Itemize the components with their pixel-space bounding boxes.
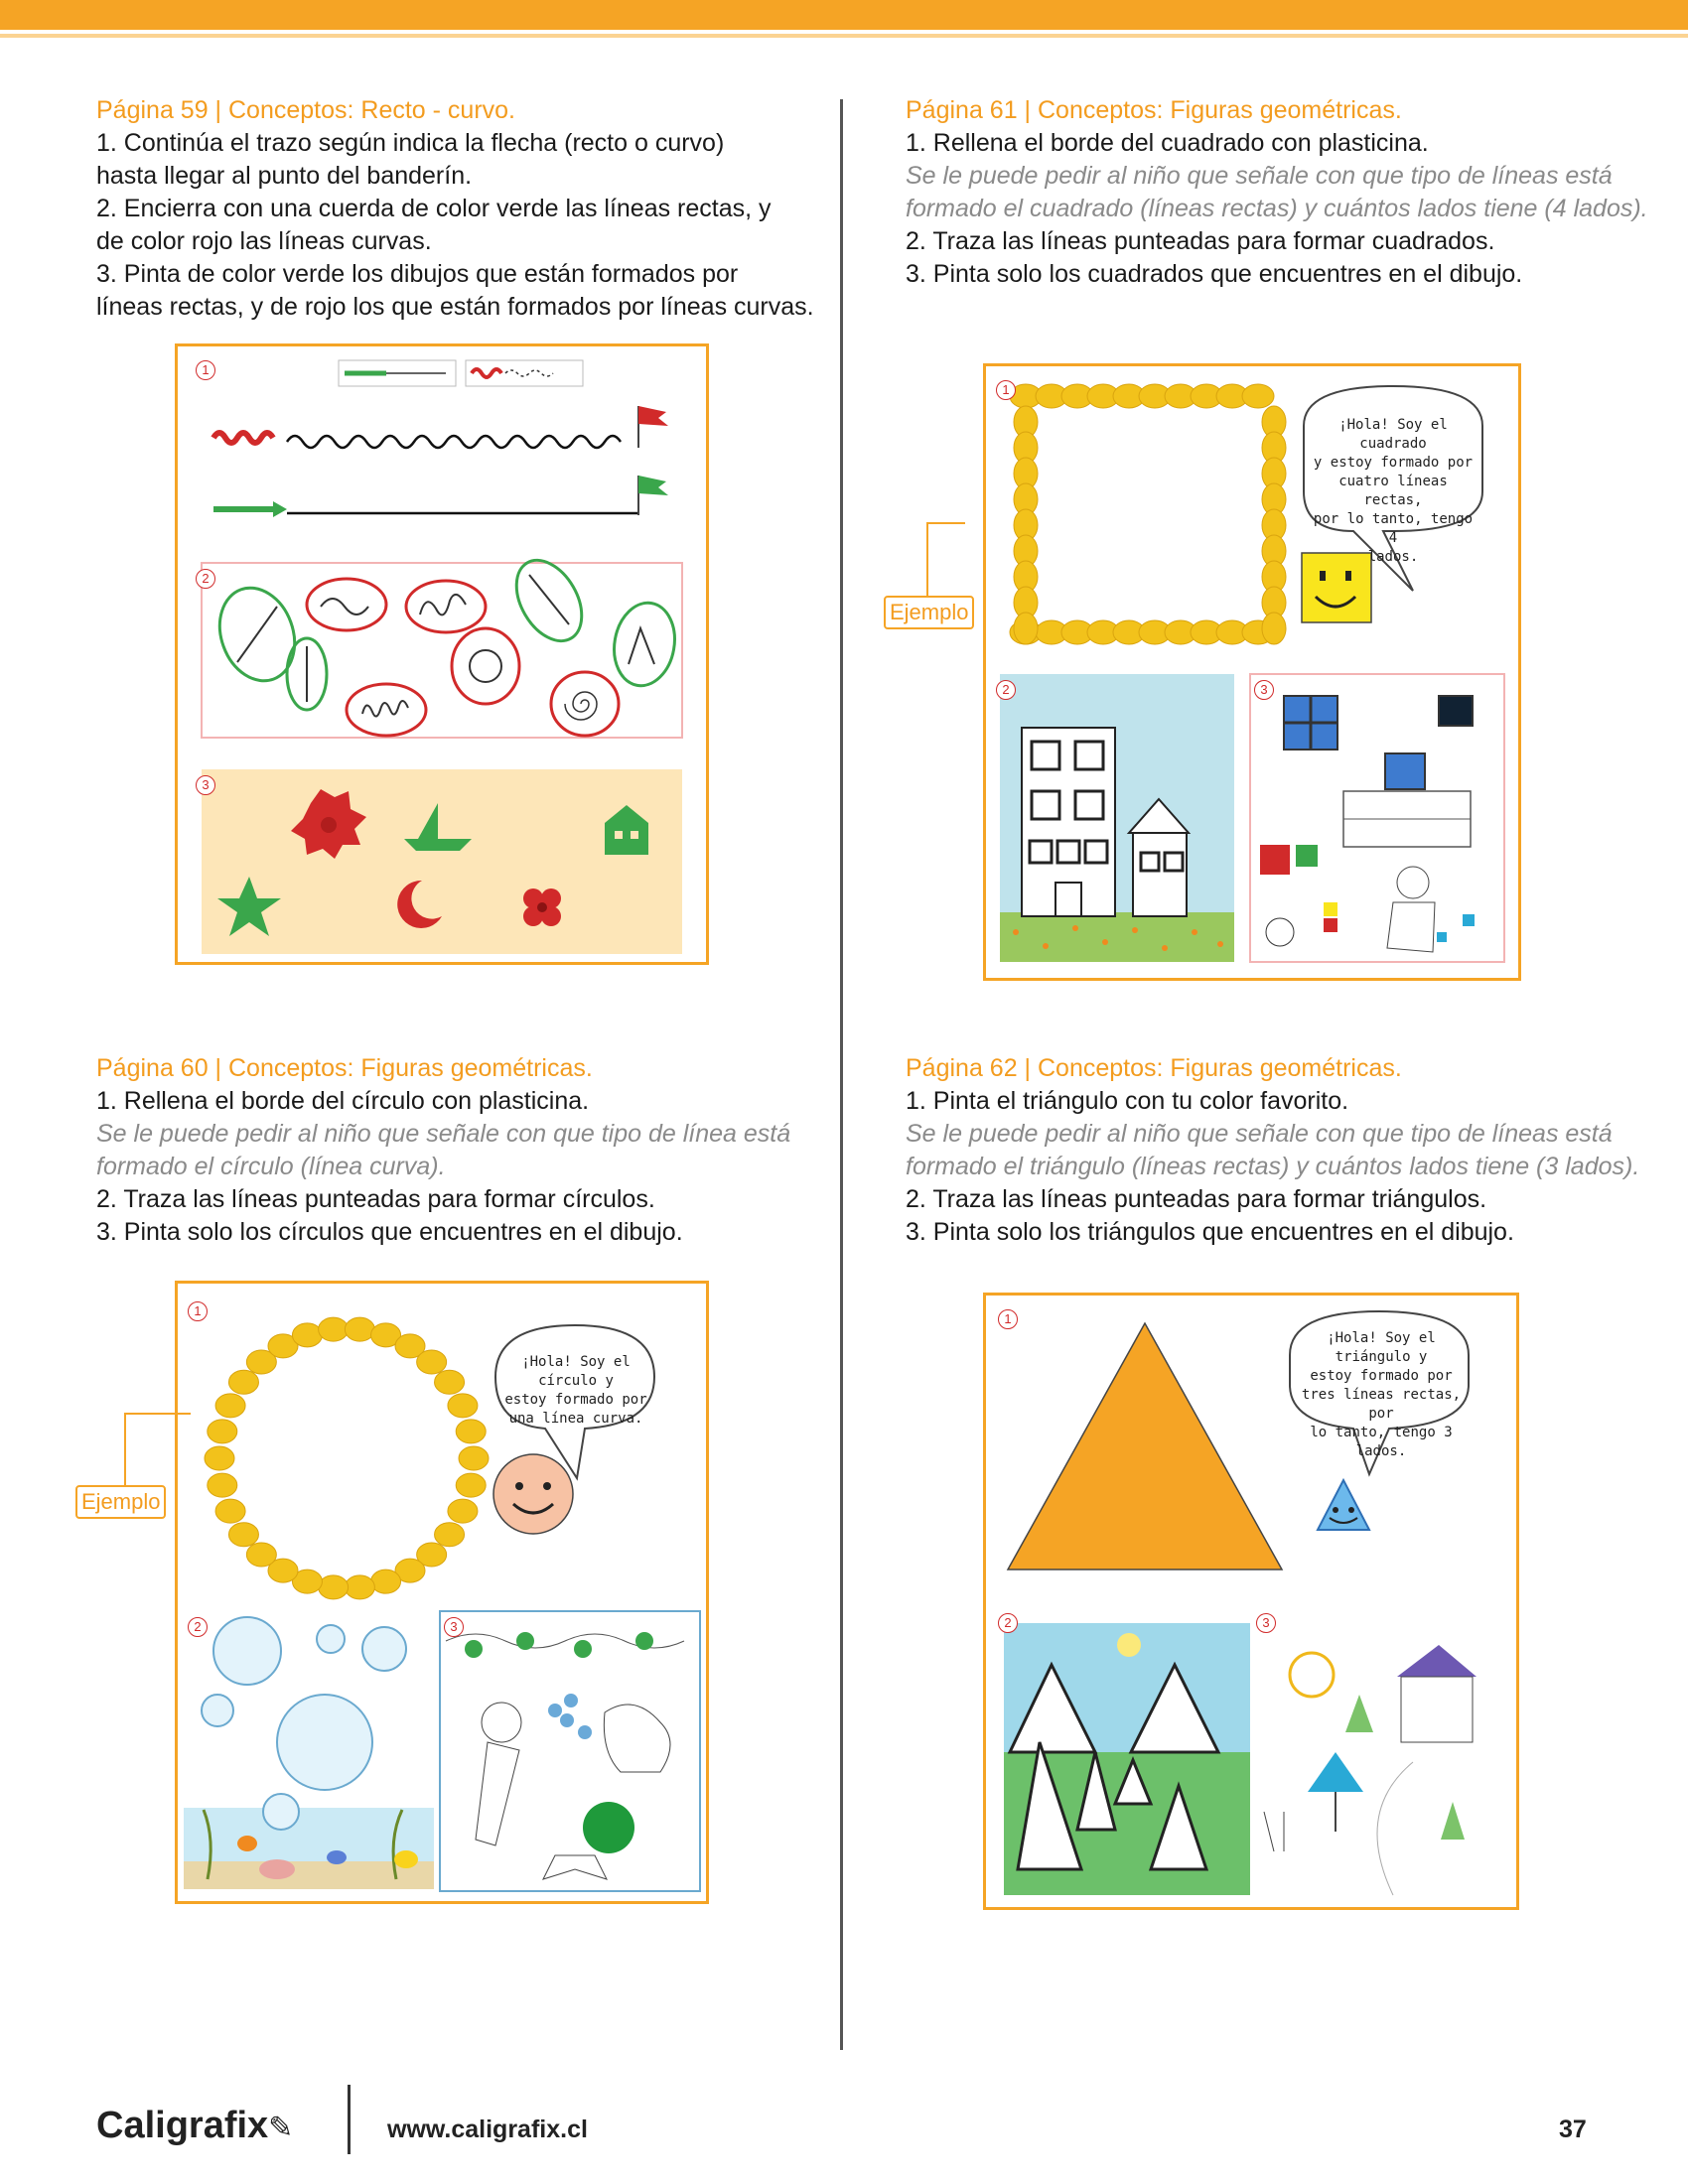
plasticine-blob (417, 1350, 447, 1374)
worksheet-thumbnail-page-61 (983, 363, 1521, 981)
bubble-line: estoy formado por (1310, 1368, 1453, 1384)
worksheet-thumbnail-page-60 (175, 1281, 709, 1904)
exercise-marker-1: 1 (996, 380, 1016, 400)
section-heading: Página 59 | Conceptos: Recto - curvo. (96, 96, 515, 124)
plasticine-blob (208, 1420, 237, 1443)
instruction-line: de color rojo las líneas curvas. (96, 227, 432, 255)
bubble-line: estoy formado por (504, 1392, 647, 1408)
plasticine-blob (456, 1473, 486, 1497)
plasticine-blob (292, 1323, 322, 1347)
exercise-marker-1: 1 (188, 1301, 208, 1321)
plasticine-blob (319, 1575, 349, 1599)
section-heading: Página 61 | Conceptos: Figuras geométricas. (906, 96, 1402, 124)
teacher-note: Se le puede pedir al niño que señale con que tipo de líneas está (906, 162, 1613, 190)
bubble-line: ¡Hola! Soy el círculo y (521, 1354, 631, 1389)
circle-speech-bubble (497, 1353, 654, 1429)
teacher-note: formado el triángulo (líneas rectas) y cuántos lados tiene (3 lados). (906, 1153, 1640, 1180)
footer-separator (348, 2085, 351, 2154)
bubble-line: cuatro líneas rectas, (1338, 474, 1448, 508)
plasticine-blob (448, 1499, 478, 1523)
plasticine-blob (448, 1394, 478, 1418)
instruction-line: 3. Pinta solo los triángulos que encuentres en el dibujo. (906, 1218, 1514, 1246)
section-page-61 (906, 94, 1660, 291)
top-banner (0, 0, 1688, 30)
plasticine-blob (205, 1446, 234, 1470)
plasticine-blob (1242, 384, 1274, 408)
section-heading: Página 62 | Conceptos: Figuras geométricas. (906, 1054, 1402, 1082)
plasticine-blob (215, 1499, 245, 1523)
instruction-line: 2. Encierra con una cuerda de color verde las líneas rectas, y (96, 195, 772, 222)
section-page-60 (96, 1052, 851, 1249)
instruction-line: 1. Rellena el borde del cuadrado con plasticina. (906, 129, 1429, 157)
worksheet-thumbnail-page-62 (983, 1293, 1519, 1910)
footer-url: www.caligrafix.cl (387, 2116, 588, 2143)
exercise-marker-2: 2 (996, 680, 1016, 700)
section-page-59 (96, 94, 851, 324)
plasticine-blob (228, 1370, 258, 1394)
exercise-marker-3: 3 (196, 775, 215, 795)
bubble-line: por lo tanto, tengo 4 (1313, 511, 1474, 546)
exercise-marker-3: 3 (1254, 680, 1274, 700)
bubble-line: lo tanto, tengo 3 lados. (1310, 1425, 1453, 1459)
bubble-line: tres líneas rectas, por (1301, 1387, 1462, 1422)
footer-logo (96, 2105, 293, 2147)
worksheet-thumbnail-page-59 (175, 343, 709, 965)
plasticine-blob (1262, 613, 1286, 644)
instruction-line: 3. Pinta solo los cuadrados que encuentres en el dibujo. (906, 260, 1523, 288)
instruction-line: líneas rectas, y de rojo los que están formados por líneas curvas. (96, 293, 814, 321)
teacher-note: formado el círculo (línea curva). (96, 1153, 446, 1180)
footer-logo-text: Caligrafix (96, 2105, 269, 2146)
bubble-line: ¡Hola! Soy el cuadrado (1338, 417, 1448, 452)
instruction-line: 2. Traza las líneas punteadas para formar triángulos. (906, 1185, 1487, 1213)
teacher-note: Se le puede pedir al niño que señale con que tipo de líneas está (906, 1120, 1613, 1148)
plasticine-blob (435, 1370, 465, 1394)
exercise-marker-2: 2 (188, 1617, 208, 1637)
instruction-line: hasta llegar al punto del banderín. (96, 162, 473, 190)
ejemplo-label: Ejemplo (884, 596, 974, 629)
worksheet-59-illustration (178, 346, 706, 962)
instruction-line: 3. Pinta de color verde los dibujos que están formados por (96, 260, 739, 288)
exercise-marker-1: 1 (998, 1309, 1018, 1329)
plasticine-blob (459, 1446, 489, 1470)
plasticine-blob (319, 1317, 349, 1341)
plasticine-blob (1014, 613, 1038, 644)
instruction-line: 2. Traza las líneas punteadas para formar círculos. (96, 1185, 655, 1213)
plasticine-blob (228, 1523, 258, 1547)
exercise-marker-3: 3 (1256, 1613, 1276, 1633)
instruction-line: 2. Traza las líneas punteadas para formar cuadrados. (906, 227, 1495, 255)
top-banner-stripe (0, 34, 1688, 38)
bubble-line: lados. (1367, 549, 1419, 565)
triangle-speech-bubble (1294, 1329, 1469, 1461)
ejemplo-label: Ejemplo (75, 1485, 166, 1519)
pencil-icon: ✎ (268, 2112, 294, 2144)
exercise-marker-2: 2 (196, 569, 215, 589)
plasticine-blob (345, 1317, 374, 1341)
exercise-marker-2: 2 (998, 1613, 1018, 1633)
plasticine-blob (208, 1473, 237, 1497)
plasticine-blob (371, 1570, 401, 1593)
instruction-line: 1. Continúa el trazo según indica la flecha (recto o curvo) (96, 129, 725, 157)
instruction-line: 1. Rellena el borde del círculo con plasticina. (96, 1087, 590, 1115)
exercise-marker-3: 3 (444, 1617, 464, 1637)
bubble-line: ¡Hola! Soy el triángulo y (1327, 1330, 1436, 1365)
plasticine-blob (215, 1394, 245, 1418)
plasticine-blob (246, 1543, 276, 1567)
plasticine-blob (435, 1523, 465, 1547)
instruction-line: 3. Pinta solo los círculos que encuentres en el dibujo. (96, 1218, 683, 1246)
bubble-line: una línea curva. (508, 1411, 643, 1427)
plasticine-blob (345, 1575, 374, 1599)
teacher-note: formado el cuadrado (líneas rectas) y cuántos lados tiene (4 lados). (906, 195, 1648, 222)
page-number: 37 (1559, 2116, 1587, 2143)
bubble-line: y estoy formado por (1313, 455, 1474, 471)
teacher-note: Se le puede pedir al niño que señale con que tipo de línea está (96, 1120, 791, 1148)
section-heading: Página 60 | Conceptos: Figuras geométricas. (96, 1054, 593, 1082)
instruction-line: 1. Pinta el triángulo con tu color favorito. (906, 1087, 1349, 1115)
square-speech-bubble (1306, 416, 1480, 567)
section-page-62 (906, 1052, 1660, 1249)
plasticine-blob (456, 1420, 486, 1443)
exercise-marker-1: 1 (196, 360, 215, 380)
